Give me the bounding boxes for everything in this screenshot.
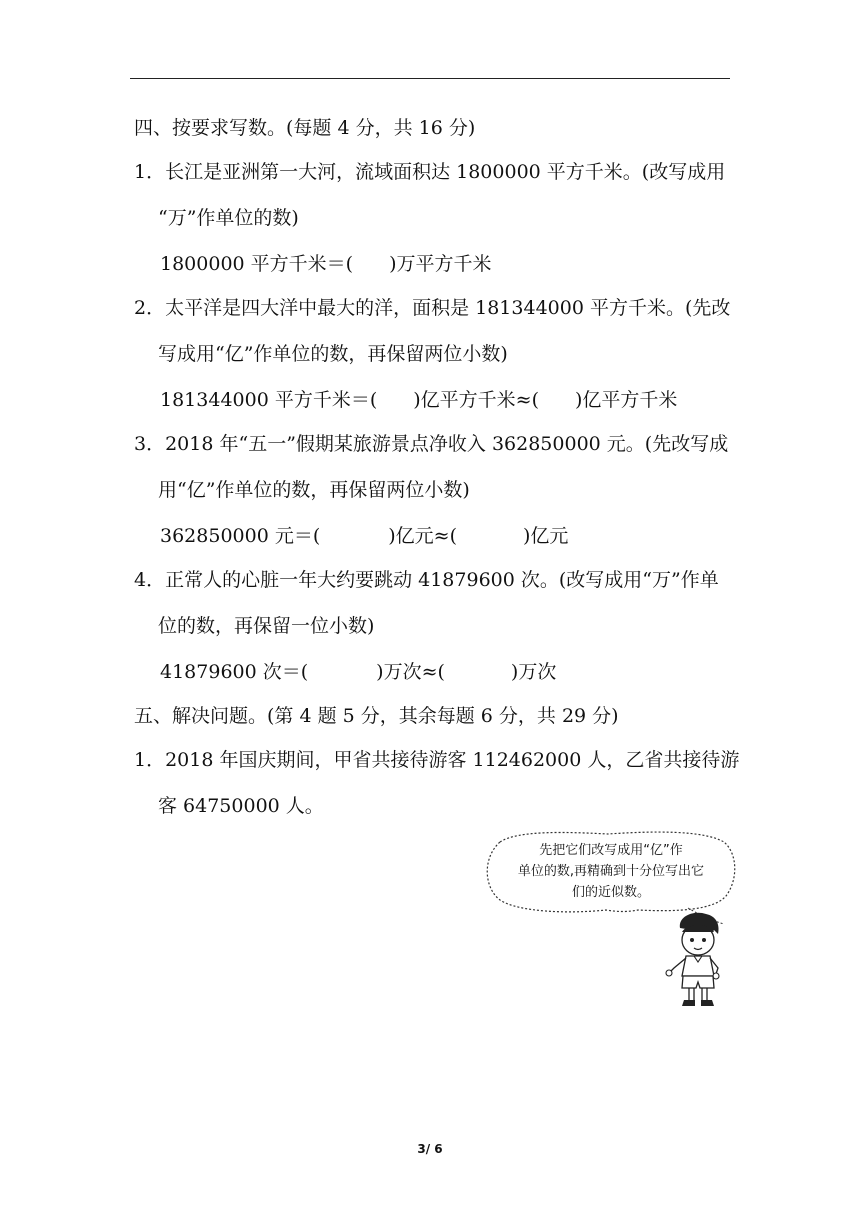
q4-2-line1: 2．太平洋是四大洋中最大的洋，面积是 181344000 平方千米。(先改 — [134, 297, 731, 319]
bubble-line-3: 们的近似数。 — [571, 885, 650, 900]
q4-4-answer-mid: )万次≈( — [376, 661, 445, 683]
q4-1-answer — [160, 252, 492, 276]
q4-3-answer — [160, 524, 568, 548]
q4-4-answer — [160, 660, 556, 684]
section-4-heading: 四、按要求写数。(每题 4 分，共 16 分) — [134, 117, 476, 139]
section-5-heading: 五、解决问题。(第 4 题 5 分，其余每题 6 分，共 29 分) — [134, 705, 619, 727]
q4-2-answer — [160, 388, 677, 412]
q5-1-line2: 客 64750000 人。 — [158, 795, 324, 817]
page-number: 3/ 6 — [417, 1142, 443, 1156]
q4-4-line2: 位的数，再保留一位小数) — [158, 615, 375, 637]
q4-3-line1: 3．2018 年“五一”假期某旅游景点净收入 362850000 元。(先改写成 — [134, 433, 729, 455]
q4-2-answer-mid: )亿平方千米≈( — [413, 389, 539, 411]
q4-3-answer-mid: )亿元≈( — [388, 525, 457, 547]
bubble-line-2: 单位的数,再精确到十分位写出它 — [517, 864, 705, 879]
q4-1-answer-suffix: )万平方千米 — [389, 253, 492, 275]
q4-1-line2: “万”作单位的数) — [158, 207, 299, 229]
q4-3-answer-suffix: )亿元 — [523, 525, 569, 547]
header-rule — [130, 78, 730, 79]
q4-3-line2: 用“亿”作单位的数，再保留两位小数) — [158, 479, 470, 501]
q4-2-line2: 写成用“亿”作单位的数，再保留两位小数) — [158, 343, 508, 365]
q4-1-answer-prefix: 1800000 平方千米＝( — [160, 253, 354, 275]
q4-3-answer-prefix: 362850000 元＝( — [160, 525, 321, 547]
bubble-line-1: 先把它们改写成用“亿”作 — [539, 843, 683, 858]
cartoon-boy-icon — [660, 910, 732, 1010]
q4-4-answer-prefix: 41879600 次＝( — [160, 661, 309, 683]
q4-2-answer-prefix: 181344000 平方千米＝( — [160, 389, 378, 411]
q4-2-answer-suffix: )亿平方千米 — [575, 389, 678, 411]
q5-1-line1: 1．2018 年国庆期间，甲省共接待游客 112462000 人，乙省共接待游 — [134, 749, 740, 771]
q4-1-line1: 1．长江是亚洲第一大河，流域面积达 1800000 平方千米。(改写成用 — [134, 161, 726, 183]
q4-4-line1: 4．正常人的心脏一年大约要跳动 41879600 次。(改写成用“万”作单 — [134, 569, 719, 591]
q4-4-answer-suffix: )万次 — [510, 661, 557, 683]
